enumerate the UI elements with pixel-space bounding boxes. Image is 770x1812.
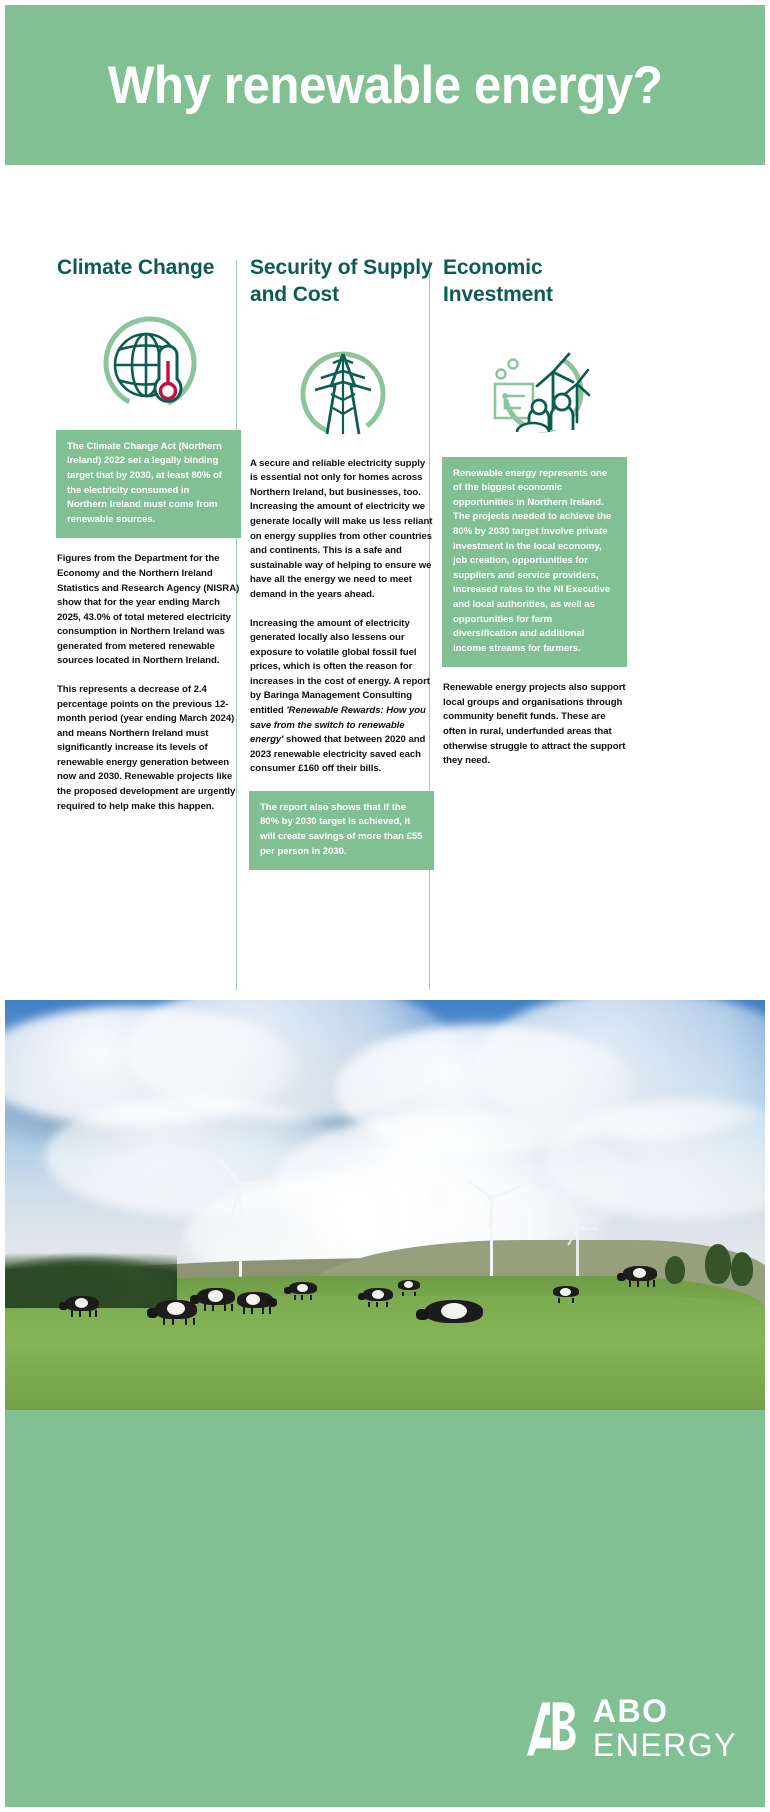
cow [398, 1280, 420, 1291]
column-blocks [250, 457, 435, 870]
wind-turbines-community-icon [443, 331, 628, 449]
highlight-block: The Climate Change Act (Northern Ireland) 2022 set a legally binding target that by 2030, at least 80% of the electricity consumed in Northern Ireland must come from renewable sources. [56, 430, 241, 538]
tree [705, 1244, 731, 1284]
content-columns [5, 165, 765, 1000]
body-paragraph: This represents a decrease of 2.4 percentage points on the previous 12-month period (year ending March 2024) and means Northern Ireland must significantly increase its levels of renewable energy generation between now and 2030. Renewable projects like the proposed development are urgently required to help make this happen. [57, 683, 236, 812]
poster-footer [5, 1410, 765, 1807]
abo-energy-logo [523, 1695, 737, 1761]
report-title: 'Renewable Rewards: How you save from the switch to renewable energy' [250, 705, 426, 746]
rich-part: Increasing the amount of electricity generated locally also lessens our exposure to volatile global fossil fuel prices, which is often the reason for increases in the cost of energy. A report by Baringa Management Consulting entitled [250, 617, 430, 716]
body-paragraph: Figures from the Department for the Economy and the Northern Ireland Statistics and Research Agency (NISRA) show that for the year ending March 2025, 43.0% of total metered electricity consumption in Northern Ireland was generated from metered renewable sources located in Northern Ireland. [57, 553, 240, 667]
cow [553, 1286, 579, 1298]
column-blocks [57, 430, 242, 814]
column-heading: Security of Supply and Cost [250, 256, 433, 306]
highlight-block: Renewable energy represents one of the biggest economic opportunities in Northern Ireland. The projects needed to achieve the 80% by 2030 target involve private investment in the local economy, job creation, opportunities for suppliers and service providers, increased rates to the NI Executive and local authorities, as well as opportunities for farm diversification and additional income streams for farmers. [442, 457, 627, 668]
globe-thermometer-icon [57, 304, 242, 422]
body-paragraph-rich [250, 617, 435, 777]
poster-header [5, 5, 765, 165]
column-economic-investment [443, 255, 628, 769]
grass-field-foreground [5, 1296, 765, 1410]
body-paragraph: A secure and reliable electricity supply is essential not only for homes across Northern Ireland, but businesses, too. Increasing the amount of electricity we generate locally will make us less reliant on energy supplies from other countries and continents. This is a safe and sustainable way of helping to ensure we have all the energy we need to meet demand in the years ahead. [250, 457, 433, 600]
logo-wordmark [593, 1695, 737, 1761]
cow [363, 1288, 393, 1302]
tree [731, 1252, 753, 1286]
column-heading: Economic Investment [443, 256, 553, 306]
cow [623, 1266, 657, 1282]
page-title: Why renewable energy? [107, 55, 663, 115]
cow [237, 1292, 273, 1309]
cow [425, 1300, 483, 1324]
rich-part: showed that between 2020 and 2023 renewable electricity saved each consumer £160 off their bills. [250, 734, 426, 775]
logo-line-2: ENERGY [592, 1727, 737, 1763]
abo-monogram-icon [523, 1697, 577, 1759]
cow [289, 1282, 317, 1295]
highlight-block: The report also shows that if the 80% by 2030 target is achieved, it will create savings of more than £55 per person in 2030. [249, 791, 434, 870]
electricity-pylon-icon [250, 331, 435, 449]
tree [665, 1256, 685, 1284]
column-blocks [443, 457, 628, 769]
cow [197, 1288, 235, 1306]
body-paragraph: Renewable energy projects also support local groups and organisations through community benefit funds. These are often in rural, underfunded areas that otherwise struggle to attract the support they need. [443, 682, 626, 767]
cow [65, 1296, 99, 1312]
column-climate-change [57, 255, 242, 814]
column-heading: Climate Change [57, 256, 215, 279]
column-security-of-supply [250, 255, 435, 884]
logo-line-1: ABO [592, 1693, 669, 1729]
wind-farm-cattle-photo [5, 1000, 765, 1410]
